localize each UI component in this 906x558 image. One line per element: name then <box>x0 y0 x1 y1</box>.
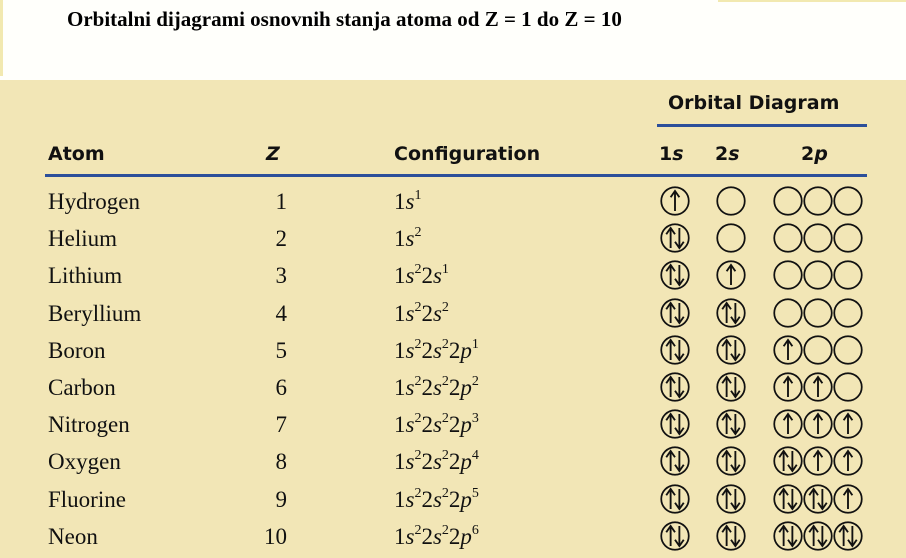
orbital-2s-paired <box>716 298 746 328</box>
atomic-number: 2 <box>275 226 287 252</box>
subshell-letter: s <box>432 449 442 475</box>
header-2p <box>801 143 828 165</box>
shell-number: 1 <box>394 263 406 289</box>
orbital-2p-empty <box>803 335 833 365</box>
shell-number: 2 <box>421 523 433 549</box>
electron-count: 2 <box>414 411 422 427</box>
electron-count: 2 <box>471 374 479 389</box>
orbital-2p-paired <box>773 484 803 514</box>
subshell-letter: s <box>405 300 415 326</box>
electron-count: 2 <box>414 225 422 241</box>
orbital-2s-empty <box>716 186 746 216</box>
atom-name: Fluorine <box>48 486 126 512</box>
orbital-header-letter: s <box>728 143 740 165</box>
shell-number: 2 <box>421 375 433 400</box>
orbital-2p-paired <box>833 521 863 551</box>
orbital-2p-spin-up <box>833 484 863 514</box>
orbital-2p-spin-up <box>833 409 863 439</box>
atom-name: Lithium <box>48 263 123 289</box>
subshell-letter: s <box>432 412 442 438</box>
electron-configuration <box>394 450 479 473</box>
electron-count: 1 <box>471 336 479 352</box>
shell-number: 1 <box>394 523 406 549</box>
subshell-letter: s <box>432 523 442 549</box>
subshell-letter: s <box>432 300 442 326</box>
electron-count: 2 <box>414 299 422 315</box>
electron-count: 2 <box>441 485 449 501</box>
shell-number: 1 <box>394 375 406 400</box>
shell-number: 1 <box>394 226 406 252</box>
orbital-2p-empty <box>833 335 863 365</box>
orbital-2p-empty <box>773 223 803 253</box>
shell-number: 2 <box>421 263 433 289</box>
atomic-number: 1 <box>275 189 287 214</box>
subshell-letter: s <box>405 375 415 400</box>
left-accent-line <box>0 0 3 76</box>
electron-count: 1 <box>441 262 449 278</box>
orbital-2s-spin-up <box>716 260 746 290</box>
atom-name: Boron <box>48 337 106 363</box>
subshell-letter: p <box>460 412 472 438</box>
electron-count: 1 <box>414 188 422 203</box>
shell-number: 1 <box>394 300 406 326</box>
electron-count: 5 <box>471 485 479 501</box>
subshell-letter: p <box>460 375 472 400</box>
electron-configuration <box>394 190 421 213</box>
orbital-2p-empty <box>803 186 833 216</box>
orbital-1s-paired <box>660 521 690 551</box>
orbital-2p-empty <box>833 223 863 253</box>
shell-number: 1 <box>394 189 406 214</box>
shell-number: 2 <box>448 523 461 549</box>
header-1s <box>659 143 684 165</box>
orbital-2p-spin-up <box>833 446 863 476</box>
shell-number: 2 <box>421 337 433 363</box>
subshell-letter: s <box>405 486 415 512</box>
shell-number: 2 <box>421 300 433 326</box>
orbital-2p-empty <box>833 372 863 402</box>
electron-count: 2 <box>414 262 422 278</box>
orbital-1s-paired <box>660 335 690 365</box>
electron-count: 2 <box>414 485 422 501</box>
header-underline <box>45 174 867 177</box>
orbital-header-number: 1 <box>659 143 673 165</box>
electron-configuration <box>394 336 479 363</box>
orbital-2s-paired <box>716 335 746 365</box>
orbital-2p-spin-up <box>773 409 803 439</box>
orbital-1s-paired <box>660 484 690 514</box>
electron-configuration <box>394 227 421 250</box>
orbital-2p-spin-up <box>803 409 833 439</box>
subshell-letter: s <box>405 189 415 214</box>
electron-count: 2 <box>441 448 449 464</box>
atomic-number: 3 <box>275 263 287 289</box>
shell-number: 2 <box>421 449 433 475</box>
orbital-header-number: 2 <box>801 143 815 165</box>
orbital-1s-paired <box>660 260 690 290</box>
orbital-2s-paired <box>716 409 746 439</box>
orbital-1s-paired <box>660 223 690 253</box>
atom-name: Beryllium <box>48 300 142 326</box>
atomic-number: 7 <box>275 412 287 438</box>
orbital-2s-paired <box>716 521 746 551</box>
orbital-2p-empty <box>833 298 863 328</box>
electron-count: 2 <box>441 374 449 389</box>
atomic-number: 5 <box>275 337 287 363</box>
electron-count: 6 <box>471 522 479 538</box>
atomic-number: 6 <box>275 375 287 400</box>
shell-number: 1 <box>394 412 406 438</box>
shell-number: 1 <box>394 337 406 363</box>
electron-configuration <box>394 413 479 436</box>
electron-configuration <box>394 264 449 287</box>
top-accent-line <box>718 0 906 2</box>
subshell-letter: s <box>405 523 415 549</box>
atomic-number: 10 <box>264 523 287 549</box>
electron-count: 2 <box>441 299 449 315</box>
subshell-letter: s <box>432 375 442 400</box>
electron-count: 4 <box>471 448 479 464</box>
electron-count: 2 <box>414 448 422 464</box>
electron-count: 2 <box>414 336 422 352</box>
electron-count: 2 <box>441 522 449 538</box>
electron-count: 2 <box>441 336 449 352</box>
orbital-2p-paired <box>803 521 833 551</box>
orbital-diagram-underline <box>657 124 867 127</box>
orbital-2p-spin-up <box>773 372 803 402</box>
subshell-letter: p <box>460 449 472 475</box>
subshell-letter: s <box>405 263 415 289</box>
electron-count: 2 <box>441 411 449 427</box>
orbital-1s-paired <box>660 298 690 328</box>
header-2s <box>715 143 740 165</box>
shell-number: 1 <box>394 449 406 475</box>
subshell-letter: s <box>405 337 415 363</box>
orbital-header-letter: s <box>672 143 684 165</box>
header-configuration: Configuration <box>394 143 541 165</box>
orbital-2s-paired <box>716 446 746 476</box>
orbital-1s-paired <box>660 372 690 402</box>
electron-count: 3 <box>471 411 479 427</box>
subshell-letter: p <box>460 337 472 363</box>
shell-number: 2 <box>421 412 433 438</box>
shell-number: 2 <box>448 486 461 512</box>
electron-configuration <box>394 299 449 326</box>
subshell-letter: s <box>405 449 415 475</box>
orbital-1s-spin-up <box>660 186 690 216</box>
header-orbital-diagram: Orbital Diagram <box>668 92 840 114</box>
orbital-header-number: 2 <box>715 143 729 165</box>
orbital-2p-spin-up <box>803 446 833 476</box>
atom-name: Carbon <box>48 375 116 400</box>
orbital-1s-paired <box>660 446 690 476</box>
orbital-2s-empty <box>716 223 746 253</box>
atom-name: Helium <box>48 226 117 252</box>
page-title: Orbitalni dijagrami osnovnih stanja atoma od Z = 1 do Z = 10 <box>67 7 622 31</box>
electron-count: 2 <box>414 522 422 538</box>
shell-number: 2 <box>448 412 461 438</box>
atom-name: Oxygen <box>48 449 121 475</box>
orbital-2s-paired <box>716 372 746 402</box>
electron-configuration <box>394 522 479 549</box>
orbital-2p-empty <box>833 260 863 290</box>
orbital-2p-empty <box>773 186 803 216</box>
orbital-2p-empty <box>803 260 833 290</box>
subshell-letter: s <box>432 337 442 363</box>
atom-name: Nitrogen <box>48 412 130 438</box>
orbital-2p-paired <box>773 446 803 476</box>
orbital-header-letter: p <box>814 143 828 165</box>
subshell-letter: s <box>405 412 415 438</box>
orbital-2p-empty <box>803 223 833 253</box>
electron-configuration <box>394 376 479 399</box>
atomic-number: 8 <box>275 449 287 475</box>
atomic-number: 4 <box>275 300 287 326</box>
orbital-2p-spin-up <box>773 335 803 365</box>
shell-number: 2 <box>421 486 433 512</box>
atom-name: Hydrogen <box>48 189 140 214</box>
header-atom: Atom <box>48 143 105 165</box>
subshell-letter: s <box>432 263 442 289</box>
electron-configuration <box>394 485 479 512</box>
shell-number: 1 <box>394 486 406 512</box>
orbital-1s-paired <box>660 409 690 439</box>
orbital-2p-empty <box>773 260 803 290</box>
orbital-2p-paired <box>803 484 833 514</box>
orbital-2p-paired <box>773 521 803 551</box>
subshell-letter: p <box>460 486 472 512</box>
subshell-letter: s <box>432 486 442 512</box>
shell-number: 2 <box>448 375 461 400</box>
orbital-2p-spin-up <box>803 372 833 402</box>
orbital-2p-empty <box>833 186 863 216</box>
subshell-letter: s <box>405 226 415 252</box>
orbital-2p-empty <box>803 298 833 328</box>
orbital-2s-paired <box>716 484 746 514</box>
shell-number: 2 <box>448 337 461 363</box>
subshell-letter: p <box>460 523 472 549</box>
atom-name: Neon <box>48 523 98 549</box>
electron-count: 2 <box>414 374 422 389</box>
atomic-number: 9 <box>275 486 287 512</box>
header-z: Z <box>266 143 280 165</box>
orbital-2p-empty <box>773 298 803 328</box>
shell-number: 2 <box>448 449 461 475</box>
